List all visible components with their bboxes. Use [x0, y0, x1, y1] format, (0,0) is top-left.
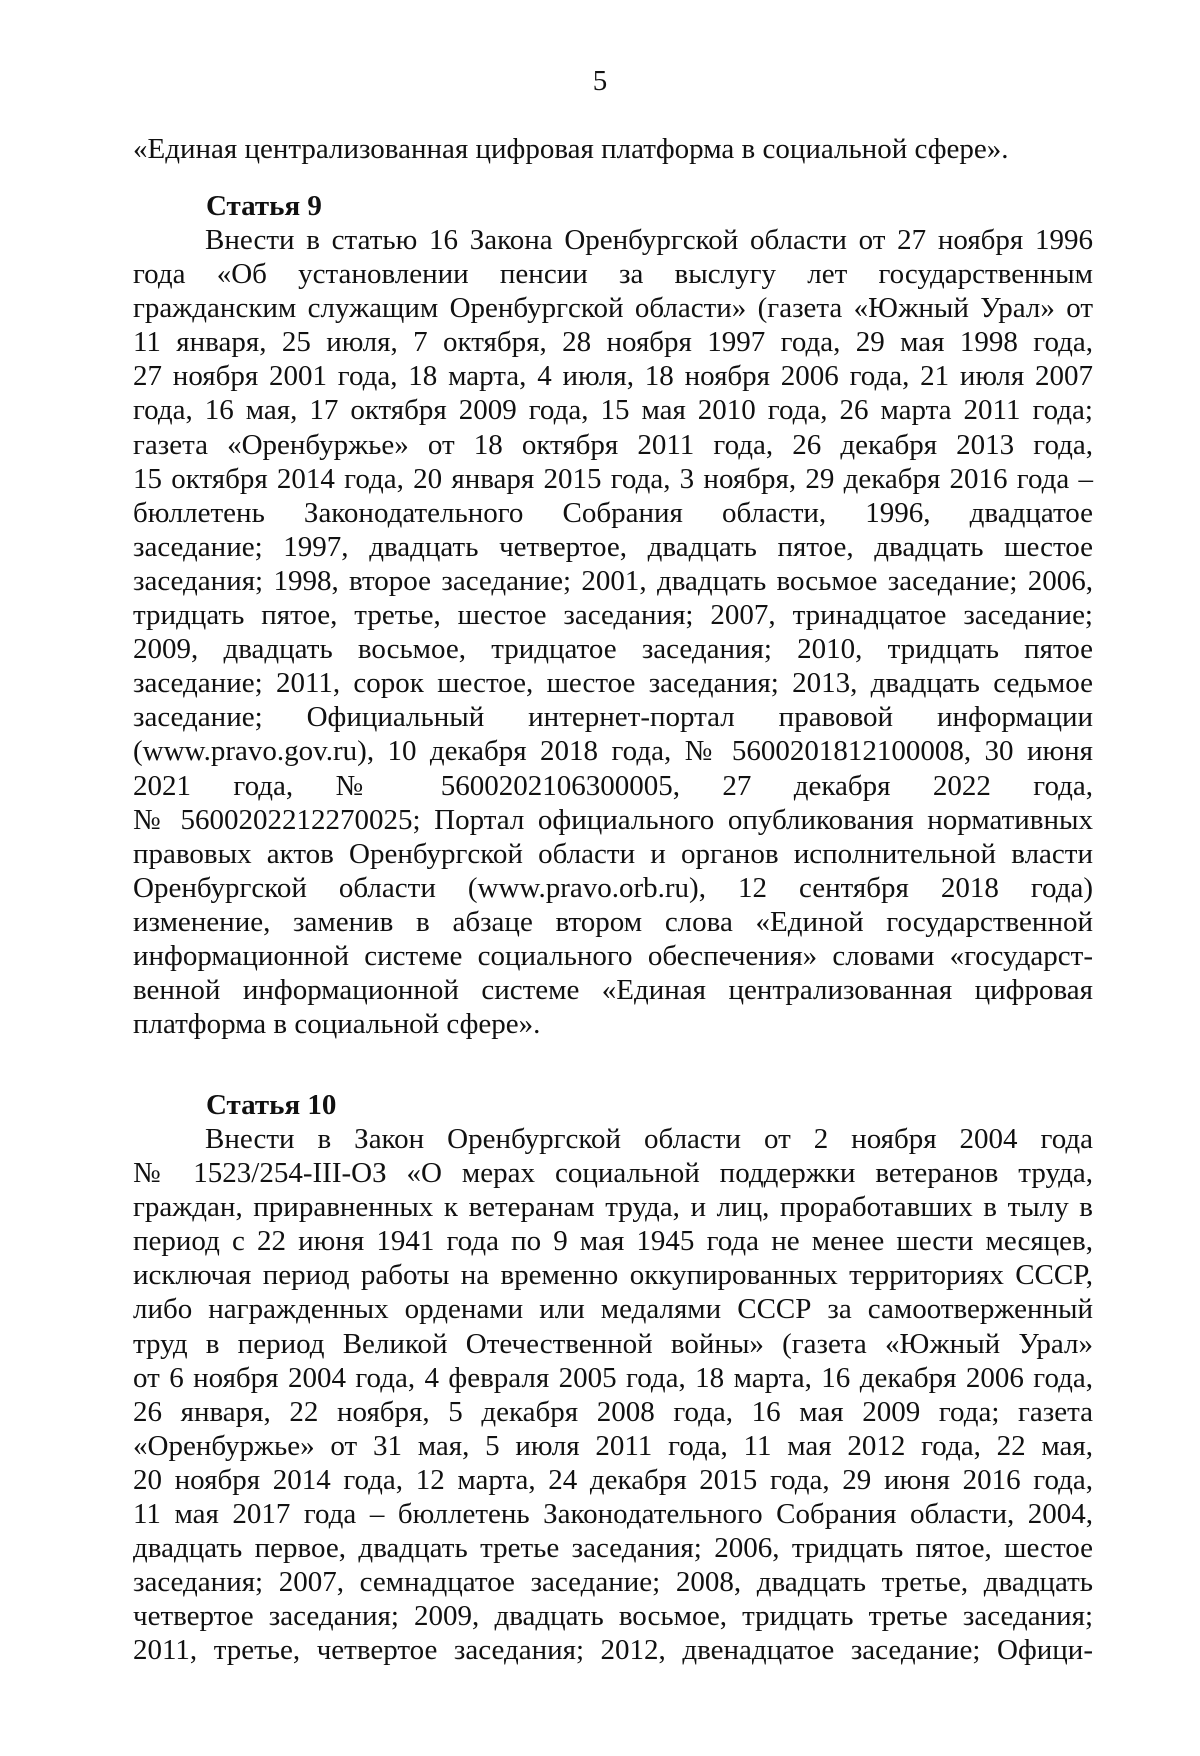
paragraph-line: 26 января, 22 ноября, 5 декабря 2008 года, 16 мая 2009 года; газета — [133, 1395, 1093, 1428]
paragraph-line: от 6 ноября 2004 года, 4 февраля 2005 года, 18 марта, 16 декабря 2006 года, — [133, 1361, 1093, 1394]
paragraph-line: 11 мая 2017 года – бюллетень Законодательного Собрания области, 2004, — [133, 1498, 1093, 1531]
paragraph-line: двадцать первое, двадцать третье заседания; 2006, тридцать пятое, шестое — [133, 1532, 1093, 1565]
paragraph-line: года, 16 мая, 17 октября 2009 года, 15 мая 2010 года, 26 марта 2011 года; — [133, 394, 1093, 427]
paragraph-line: Внести в Закон Оренбургской области от 2 ноября 2004 года — [205, 1123, 1093, 1155]
paragraph-line: 2009, двадцать восьмое, тридцатое заседания; 2010, тридцать пятое — [133, 633, 1093, 666]
paragraph-line: «Оренбуржье» от 31 мая, 5 июля 2011 года, 11 мая 2012 года, 22 мая, — [133, 1429, 1093, 1462]
paragraph-line: 2011, третье, четвертое заседания; 2012, двенадцатое заседание; Офици- — [133, 1634, 1093, 1667]
paragraph-line: Внести в статью 16 Закона Оренбургской области от 27 ноября 1996 — [205, 224, 1093, 256]
paragraph-line: 15 октября 2014 года, 20 января 2015 года, 3 ноября, 29 декабря 2016 года – — [133, 462, 1093, 495]
paragraph-line: информационной системе социального обеспечения» словами «государст- — [133, 939, 1093, 972]
paragraph-line: изменение, заменив в абзаце втором слова «Единой государственной — [133, 905, 1093, 938]
article-10-body — [133, 1122, 1093, 1668]
intro-line-block — [133, 132, 1093, 166]
paragraph-line: 27 ноября 2001 года, 18 марта, 4 июля, 18 ноября 2006 года, 21 июля 2007 — [133, 360, 1093, 393]
paragraph-line: (www.pravo.gov.ru), 10 декабря 2018 года, № 5600201812100008, 30 июня — [133, 735, 1093, 768]
paragraph-line: исключая период работы на временно оккупированных территориях СССР, — [133, 1259, 1093, 1292]
paragraph-line: период с 22 июня 1941 года по 9 мая 1945 года не менее шести месяцев, — [133, 1225, 1093, 1258]
intro-line: «Единая централизованная цифровая платформа в социальной сфере». — [133, 133, 1009, 165]
paragraph-line: заседания; 2007, семнадцатое заседание; 2008, двадцать третье, двадцать — [133, 1566, 1093, 1599]
article-9-body — [133, 223, 1093, 1041]
article-9-heading: Статья 9 — [206, 190, 322, 222]
paragraph-line: тридцать пятое, третье, шестое заседания; 2007, тринадцатое заседание; — [133, 599, 1093, 632]
paragraph-line: Оренбургской области (www.pravo.orb.ru), 12 сентября 2018 года) — [133, 871, 1093, 904]
paragraph-line: либо награжденных орденами или медалями СССР за самоотверженный — [133, 1293, 1093, 1326]
paragraph-line: № 5600202212270025; Портал официального опубликования нормативных — [133, 803, 1093, 836]
paragraph-line: года «Об установлении пенсии за выслугу лет государственным — [133, 258, 1093, 291]
paragraph-line: четвертое заседания; 2009, двадцать восьмое, тридцать третье заседания; — [133, 1600, 1093, 1633]
paragraph-line: 11 января, 25 июля, 7 октября, 28 ноября 1997 года, 29 мая 1998 года, — [133, 326, 1093, 359]
paragraph-line: граждан, приравненных к ветеранам труда, и лиц, проработавших в тылу в — [133, 1191, 1093, 1224]
paragraph-line: труд в период Великой Отечественной войны» (газета «Южный Урал» — [133, 1327, 1093, 1360]
paragraph-line: заседание; 2011, сорок шестое, шестое заседания; 2013, двадцать седьмое — [133, 667, 1093, 700]
paragraph-line: 20 ноября 2014 года, 12 марта, 24 декабря 2015 года, 29 июня 2016 года, — [133, 1463, 1093, 1496]
paragraph-line: 2021 года, № 5600202106300005, 27 декабря 2022 года, — [133, 769, 1093, 802]
paragraph-line: заседание; Официальный интернет-портал правовой информации — [133, 701, 1093, 734]
page-number: 5 — [592, 65, 608, 97]
paragraph-line: платформа в социальной сфере». — [133, 1008, 541, 1041]
paragraph-line: венной информационной системе «Единая централизованная цифровая — [133, 974, 1093, 1007]
paragraph-line: газета «Оренбуржье» от 18 октября 2011 года, 26 декабря 2013 года, — [133, 428, 1093, 461]
paragraph-line: правовых актов Оренбургской области и органов исполнительной власти — [133, 837, 1093, 870]
paragraph-line: гражданским служащим Оренбургской области» (газета «Южный Урал» от — [133, 292, 1093, 325]
paragraph-line: бюллетень Законодательного Собрания области, 1996, двадцатое — [133, 496, 1093, 529]
paragraph-line: заседание; 1997, двадцать четвертое, двадцать пятое, двадцать шестое — [133, 530, 1093, 563]
article-10-heading: Статья 10 — [206, 1089, 337, 1121]
paragraph-line: № 1523/254-III-ОЗ «О мерах социальной поддержки ветеранов труда, — [133, 1157, 1093, 1190]
paragraph-line: заседания; 1998, второе заседание; 2001, двадцать восьмое заседание; 2006, — [133, 564, 1093, 597]
